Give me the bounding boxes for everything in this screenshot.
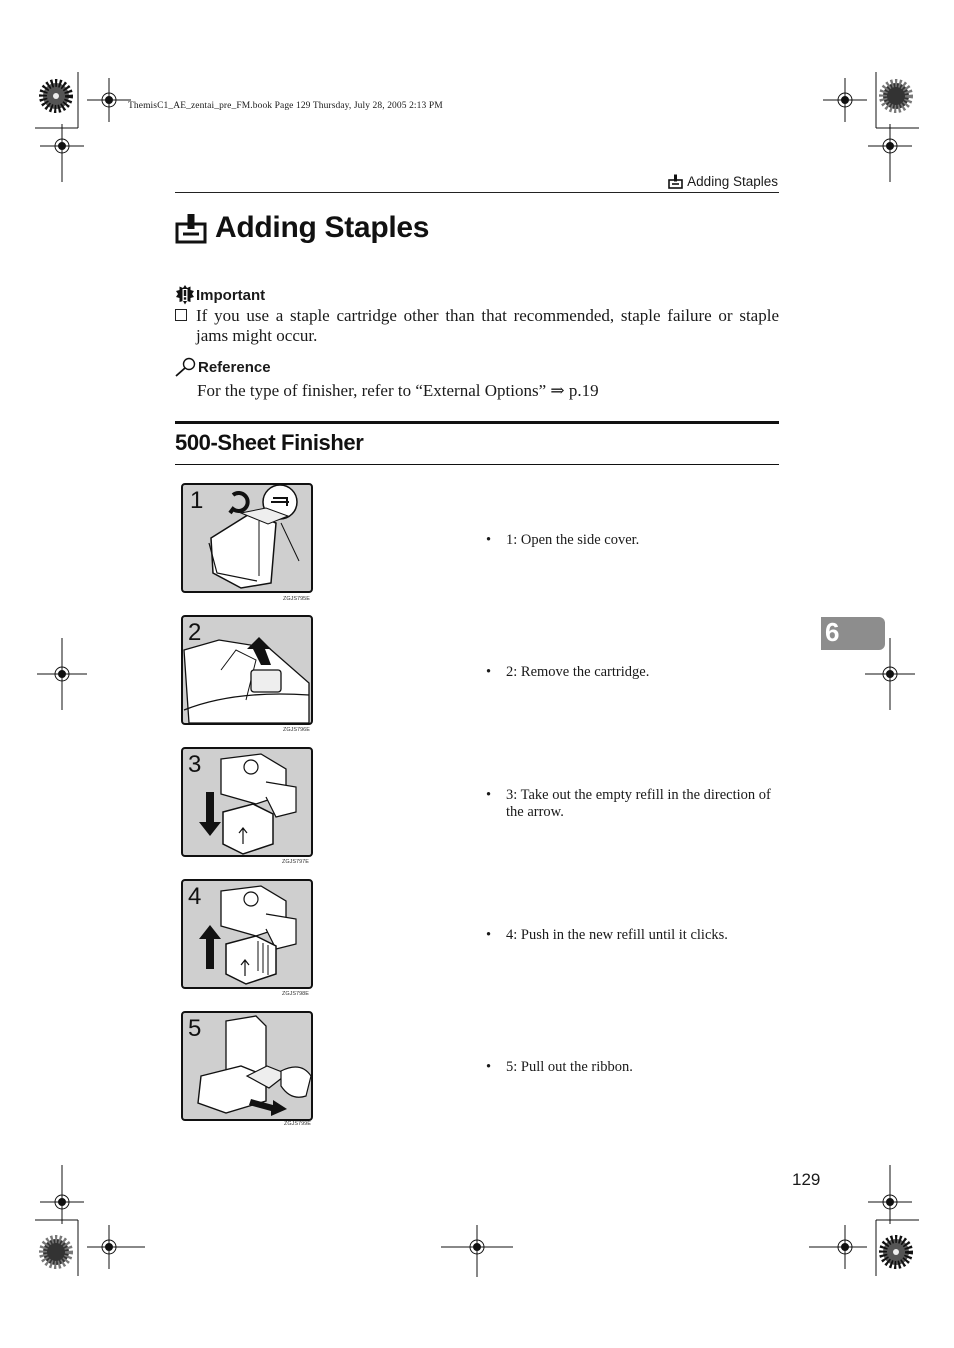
step-2-illustration [181,615,313,725]
header-rule [175,192,779,193]
important-icon [175,285,195,305]
figure-code: ZGJS797E [282,859,309,865]
section-title: 500-Sheet Finisher [175,430,364,455]
step-5-text-block [486,1059,776,1076]
running-header-label: Adding Staples [687,174,778,189]
step-1-text: 1: Open the side cover. [506,532,640,548]
figure-code: ZGJS795E [283,596,310,602]
bullet: • [486,787,492,803]
staple-icon [668,174,683,189]
step-2-text: 2: Remove the cartridge. [506,664,650,680]
chapter-number: 6 [825,617,840,647]
figure-code: ZGJS799E [284,1121,311,1127]
step-5-number: 5 [188,1015,202,1042]
step-5-text: 5: Pull out the ribbon. [506,1059,633,1075]
step-5-illustration [181,1011,313,1121]
step-2-number: 2 [188,619,202,646]
step-3-text-block [486,787,776,821]
page-title-text: Adding Staples [215,211,430,244]
important-label: Important [196,286,266,304]
page-number: 129 [792,1170,821,1189]
bullet: • [486,927,492,943]
figure-code: ZGJS796E [283,727,310,733]
step-1-illustration [181,483,313,593]
section-rule-bottom [175,464,779,465]
important-heading [175,285,265,305]
step-4-text-block [486,927,776,944]
bullet: • [486,1059,492,1075]
bullet: • [486,532,492,548]
important-item-text: If you use a staple cartridge other than that recommended, staple failure or staple jams might occur. [196,306,779,345]
important-item [175,306,779,346]
checkbox-icon [175,309,187,321]
reference-heading [175,357,271,377]
section-rule-top [175,421,779,424]
step-3-illustration [181,747,313,857]
running-header [668,174,778,189]
reference-label: Reference [198,358,271,376]
print-info: ThemisC1_AE_zentai_pre_FM.book Page 129 Thursday, July 28, 2005 2:13 PM [128,101,443,111]
figure-code: ZGJS798E [282,991,309,997]
step-1-text-block [486,532,776,549]
step-3-text: 3: Take out the empty refill in the direction of the arrow. [506,787,771,820]
step-4-illustration [181,879,313,989]
staple-icon [175,213,207,244]
chapter-tab [821,617,885,650]
step-4-number: 4 [188,883,202,910]
page-title [175,211,429,245]
bullet: • [486,664,492,680]
reference-magnifier-icon [175,357,197,377]
step-3-number: 3 [188,751,202,778]
reference-text: For the type of finisher, refer to “External Options” ⇒ p.19 [197,381,599,400]
step-4-text: 4: Push in the new refill until it clicks. [506,927,728,943]
step-1-number: 1 [190,487,204,514]
step-2-text-block [486,664,776,681]
